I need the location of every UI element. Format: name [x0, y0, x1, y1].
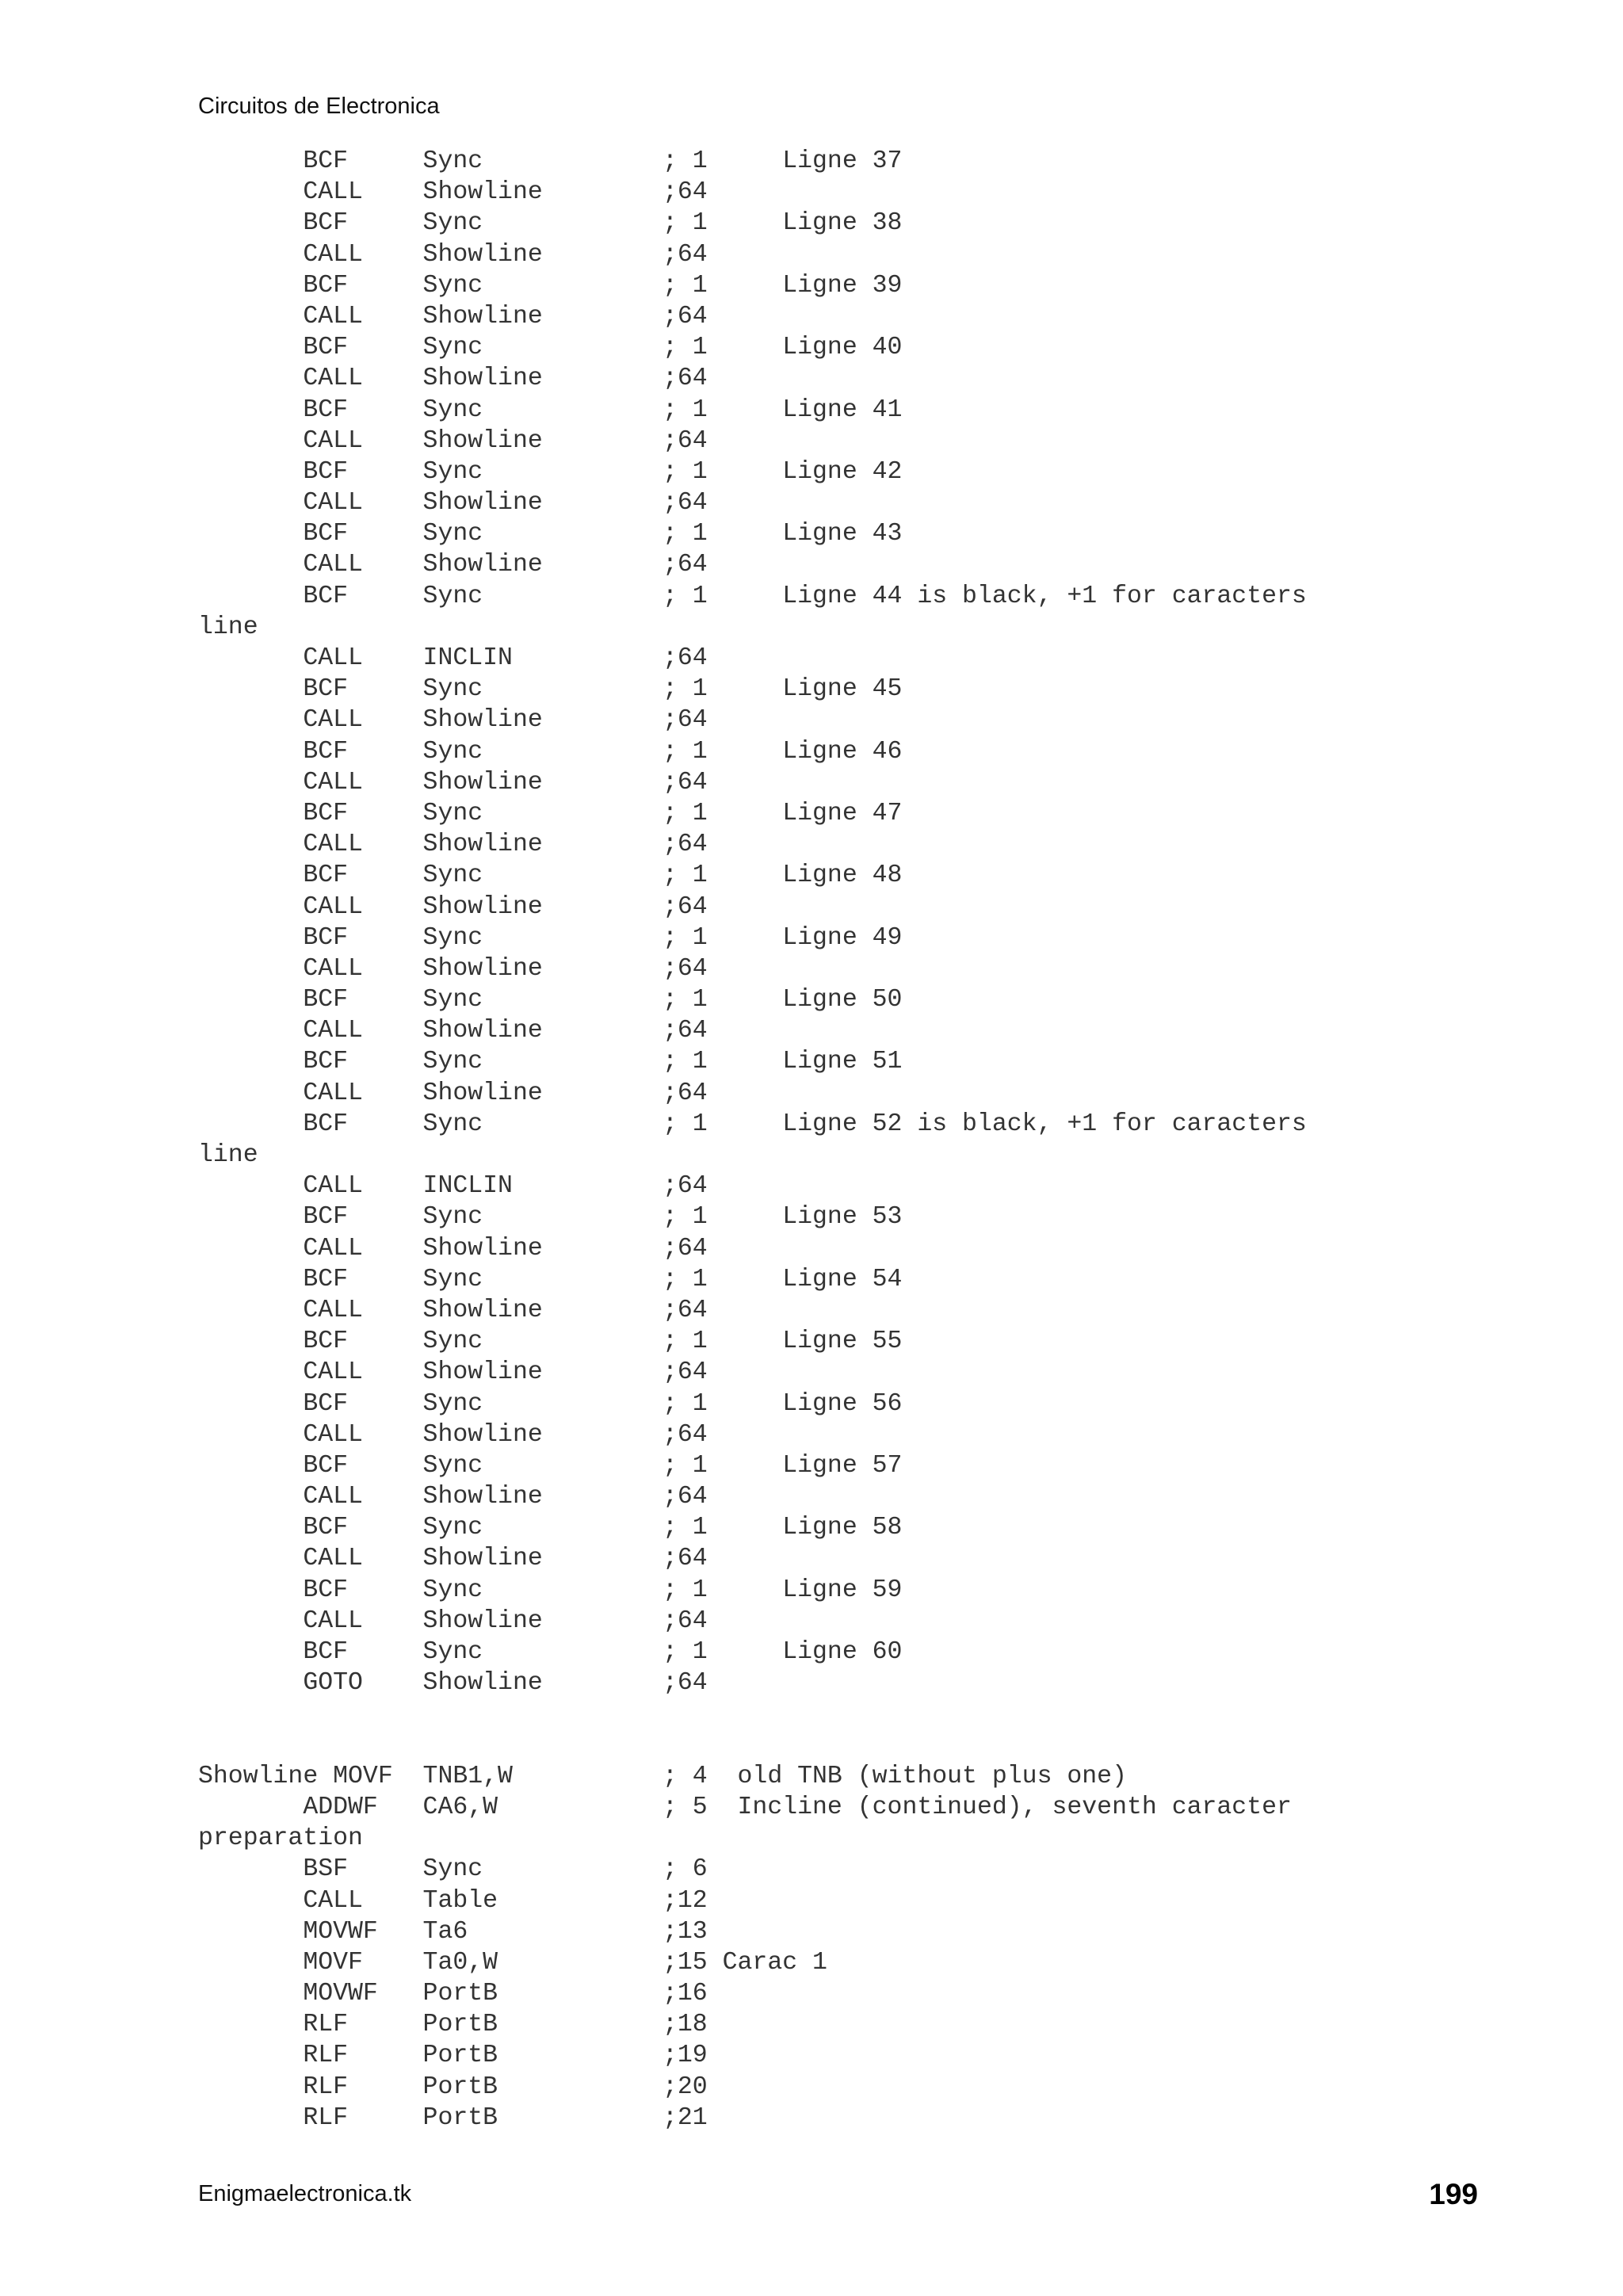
code-line: CALL Showline ;64 [198, 1420, 708, 1449]
code-line: CALL Showline ;64 [198, 1017, 708, 1045]
code-line: CALL Showline ;64 [198, 551, 708, 579]
code-line: BCF Sync ; 1 Ligne 43 [198, 520, 903, 548]
code-line: BCF Sync ; 1 Ligne 51 [198, 1048, 903, 1076]
code-line: CALL Showline ;64 [198, 489, 708, 518]
page-number: 199 [1429, 2178, 1478, 2210]
code-line: BCF Sync ; 1 Ligne 49 [198, 923, 903, 952]
code-line: CALL Showline ;64 [198, 831, 708, 859]
code-line: CALL Showline ;64 [198, 954, 708, 983]
code-line [198, 1698, 1545, 1729]
code-line: CALL Showline ;64 [198, 1358, 708, 1387]
code-line: CALL Showline ;64 [198, 1079, 708, 1107]
code-line: MOVWF PortB ;16 [198, 1980, 708, 2008]
code-line: CALL Showline ;64 [198, 240, 708, 269]
assembly-code-listing [198, 146, 1545, 2134]
code-line: BSF Sync ; 6 [198, 1855, 708, 1884]
code-line: preparation [198, 1824, 363, 1853]
code-line: CALL Showline ;64 [198, 1545, 708, 1573]
code-line: CALL Showline ;64 [198, 768, 708, 797]
code-line: BCF Sync ; 1 Ligne 46 [198, 737, 903, 766]
code-line: line [198, 1141, 258, 1169]
code-line: RLF PortB ;18 [198, 2011, 708, 2039]
code-line: CALL INCLIN ;64 [198, 1172, 708, 1201]
code-line: BCF Sync ; 1 Ligne 45 [198, 675, 903, 704]
footer-site-name: Enigmaelectronica.tk [198, 2181, 412, 2206]
code-line: RLF PortB ;19 [198, 2042, 708, 2070]
code-line: BCF Sync ; 1 Ligne 57 [198, 1451, 903, 1480]
code-line: BCF Sync ; 1 Ligne 39 [198, 271, 903, 300]
code-line: BCF Sync ; 1 Ligne 60 [198, 1638, 903, 1666]
code-line: ADDWF CA6,W ; 5 Incline (continued), seventh caracter [198, 1793, 1292, 1821]
code-line: BCF Sync ; 1 Ligne 47 [198, 799, 903, 827]
page-header-title: Circuitos de Electronica [198, 94, 440, 119]
code-line: CALL INCLIN ;64 [198, 644, 708, 672]
code-line: BCF Sync ; 1 Ligne 40 [198, 334, 903, 362]
code-line: BCF Sync ; 1 Ligne 59 [198, 1576, 903, 1604]
code-line: CALL Showline ;64 [198, 302, 708, 330]
code-line: CALL Showline ;64 [198, 1606, 708, 1635]
code-line: BCF Sync ; 1 Ligne 37 [198, 147, 903, 175]
code-line: RLF PortB ;21 [198, 2103, 708, 2132]
code-line: CALL Showline ;64 [198, 706, 708, 735]
code-line: CALL Showline ;64 [198, 426, 708, 455]
code-line: CALL Showline ;64 [198, 365, 708, 393]
code-line: GOTO Showline ;64 [198, 1669, 708, 1698]
code-line: CALL Showline ;64 [198, 1234, 708, 1263]
code-line: CALL Table ;12 [198, 1886, 708, 1915]
code-line: BCF Sync ; 1 Ligne 44 is black, +1 for caracters [198, 582, 1307, 610]
code-line: BCF Sync ; 1 Ligne 48 [198, 861, 903, 890]
code-line [198, 1730, 1545, 1761]
code-line: CALL Showline ;64 [198, 892, 708, 921]
code-line: MOVWF Ta6 ;13 [198, 1917, 708, 1946]
code-line: CALL Showline ;64 [198, 1296, 708, 1324]
code-line: CALL Showline ;64 [198, 178, 708, 207]
code-line: BCF Sync ; 1 Ligne 58 [198, 1514, 903, 1542]
code-line: MOVF Ta0,W ;15 Carac 1 [198, 1948, 827, 1977]
code-line: CALL Showline ;64 [198, 1483, 708, 1511]
code-line: BCF Sync ; 1 Ligne 50 [198, 986, 903, 1014]
code-line: BCF Sync ; 1 Ligne 54 [198, 1265, 903, 1293]
code-line: BCF Sync ; 1 Ligne 55 [198, 1328, 903, 1356]
code-line: BCF Sync ; 1 Ligne 52 is black, +1 for caracters [198, 1110, 1307, 1138]
code-line: BCF Sync ; 1 Ligne 56 [198, 1389, 903, 1418]
code-line: RLF PortB ;20 [198, 2073, 708, 2101]
code-line: line [198, 613, 258, 641]
code-line: BCF Sync ; 1 Ligne 42 [198, 457, 903, 486]
code-line: BCF Sync ; 1 Ligne 53 [198, 1203, 903, 1232]
code-line: BCF Sync ; 1 Ligne 41 [198, 395, 903, 424]
code-line: BCF Sync ; 1 Ligne 38 [198, 209, 903, 238]
code-line: Showline MOVF TNB1,W ; 4 old TNB (without plus one) [198, 1762, 1127, 1790]
